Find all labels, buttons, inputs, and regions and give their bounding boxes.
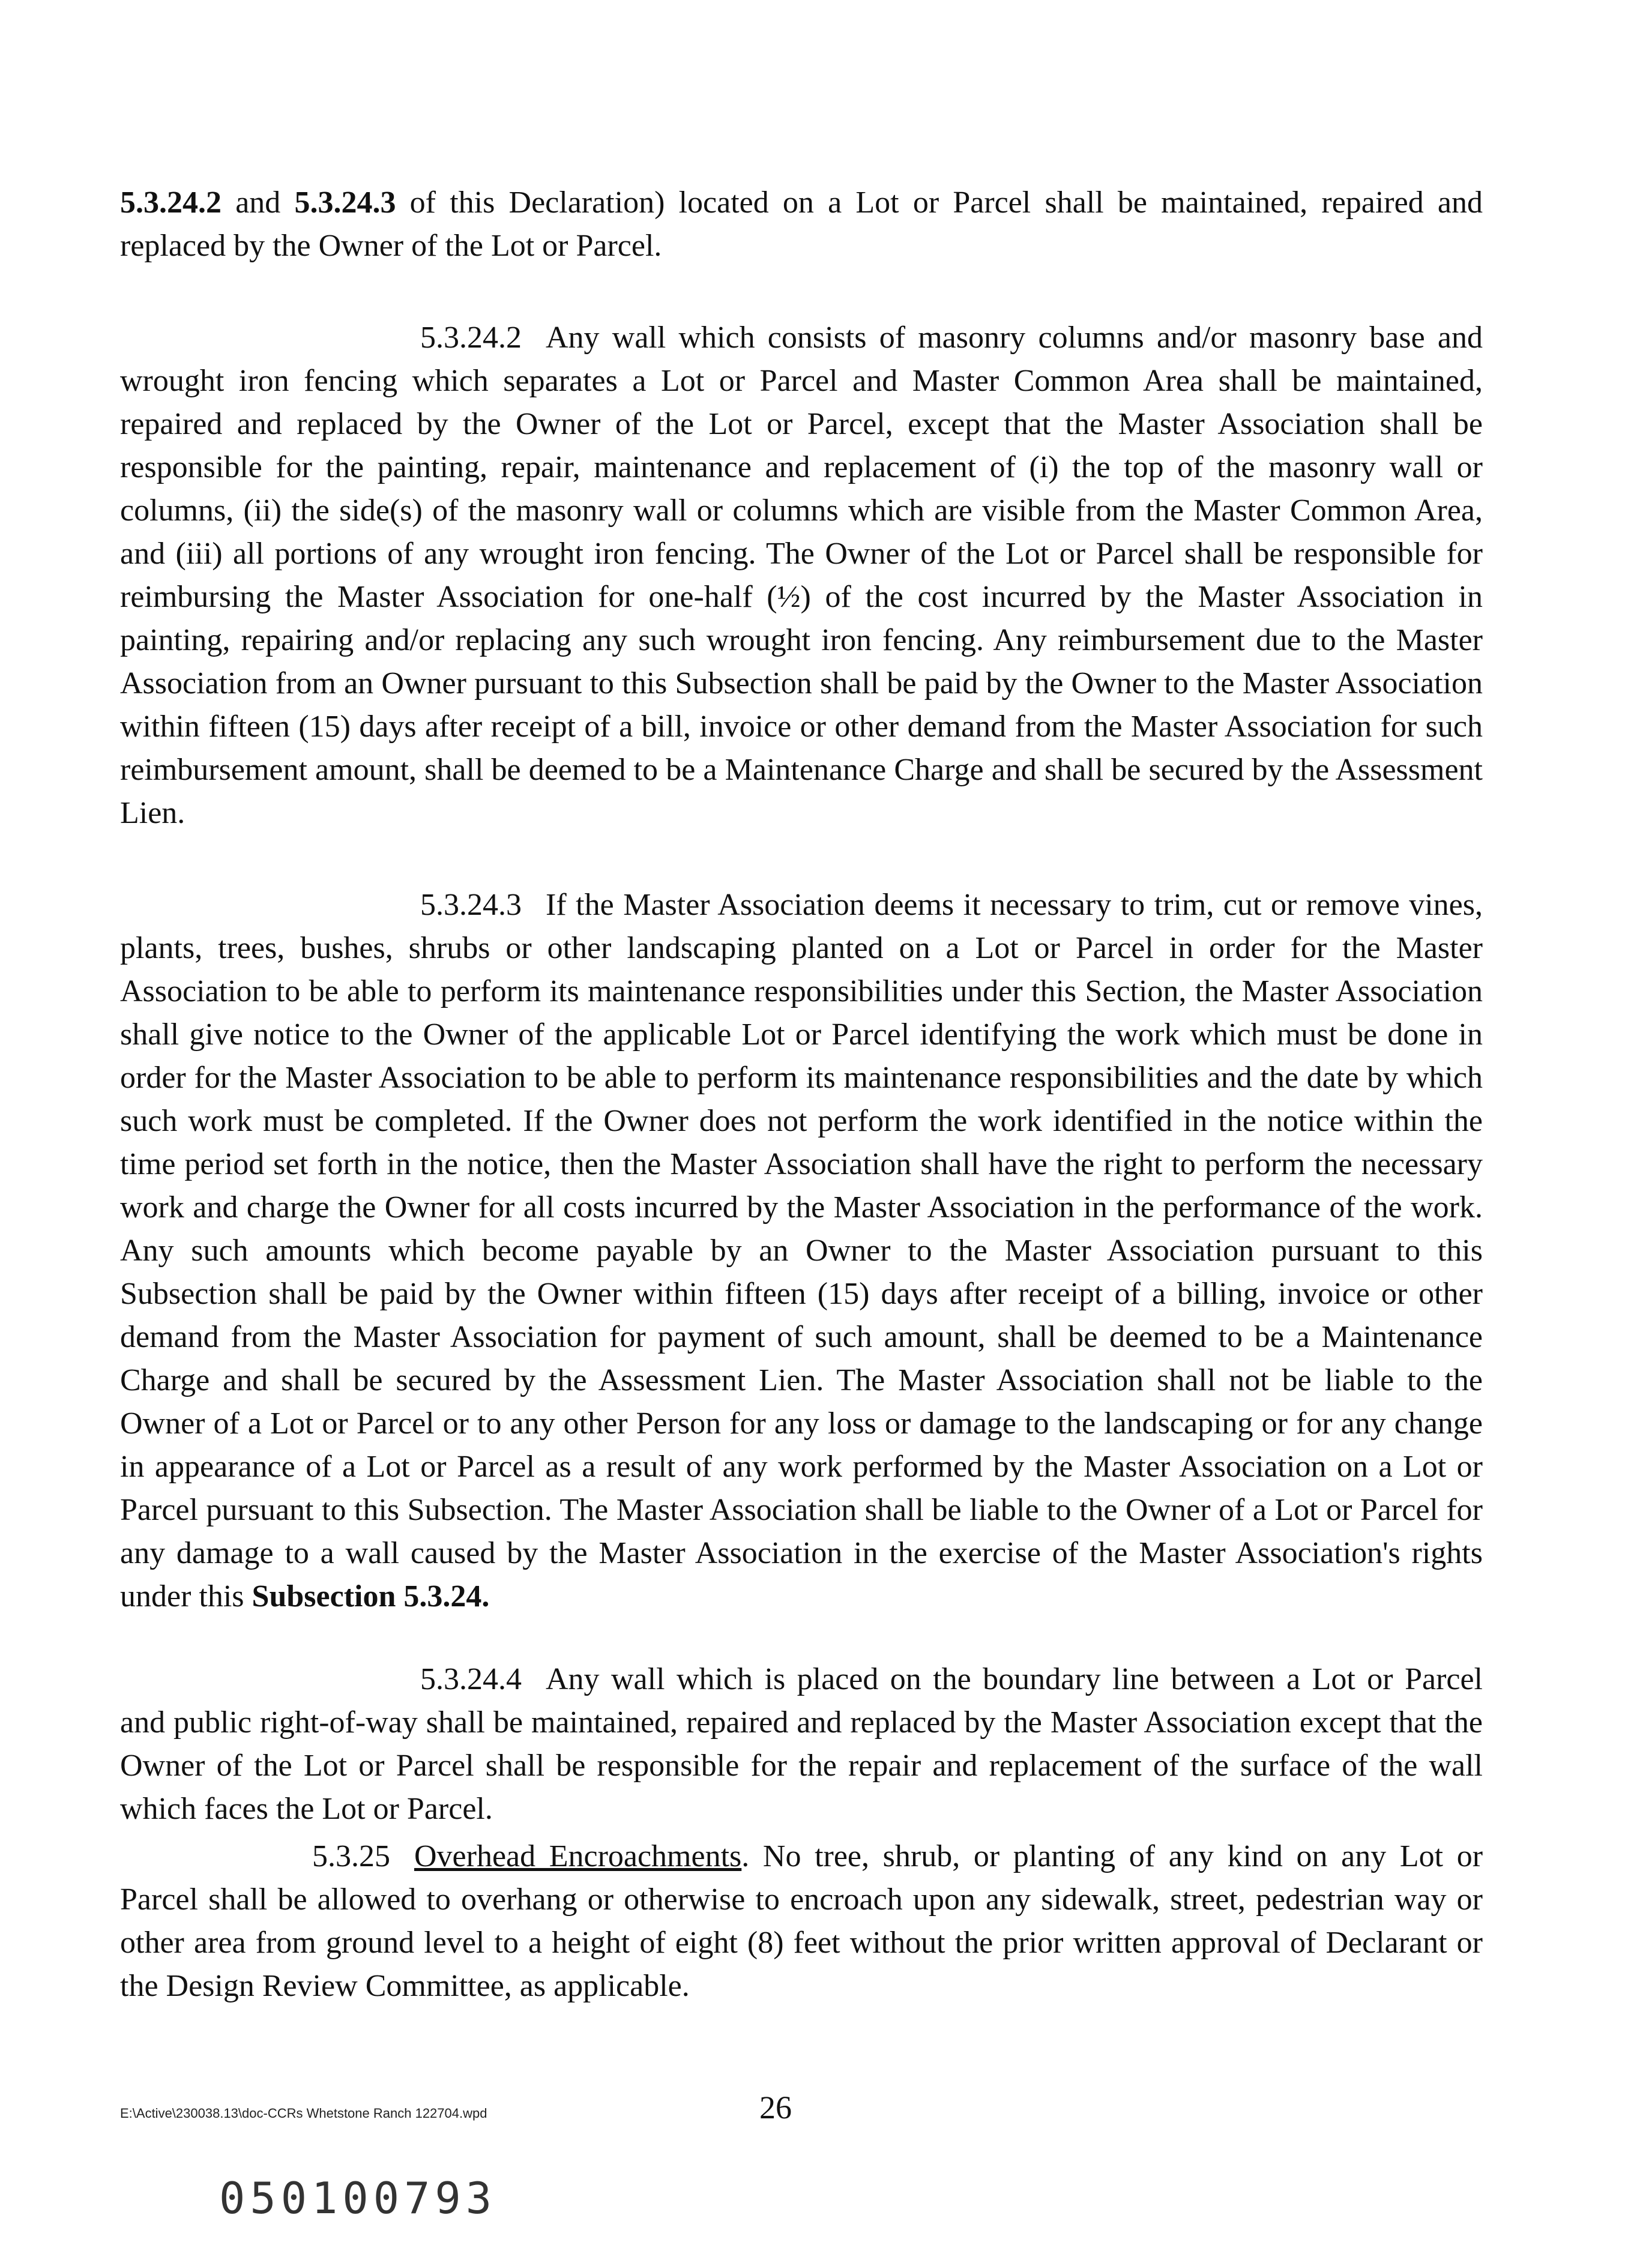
section-reference: 5.3.24.3 <box>294 185 396 220</box>
paragraph-text: Any wall which is placed on the boundary line between a Lot or Parcel and public right-of-way shall be maintained, repaired and replaced by the Master Association except that the Owner of the Lot or Parcel shall be responsible for the repair and replacement of the surface of the wall which faces the Lot or Parcel. <box>120 1662 1483 1826</box>
section-number: 5.3.24.2 <box>420 321 522 355</box>
section-number: 5.3.25 <box>312 1839 390 1873</box>
paragraph-text: If the Master Association deems it necessary to trim, cut or remove vines, plants, trees, bushes, shrubs or other landscaping planted on a Lot or Parcel in order for the Master Association to be able to perform its maintenance responsibilities under this Section, the Master Association shall give notice to the Owner of the applicable Lot or Parcel identifying the work which must be done in order for the Master Association to be able to perform its maintenance responsibilities and the date by which such work must be completed. If the Owner does not perform the work identified in the notice within the time period set forth in the notice, then the Master Association shall have the right to perform the necessary work and charge the Owner for all costs incurred by the Master Association in the performance of the work. Any such amounts which become payable by an Owner to the Master Association pursuant to this Subsection shall be paid by the Owner within fifteen (15) days after receipt of a billing, invoice or other demand from the Master Association for payment of such amount, shall be deemed to be a Maintenance Charge and shall be secured by the Assessment Lien. The Master Association shall not be liable to the Owner of a Lot or Parcel or to any other Person for any loss or damage to the landscaping or for any change in appearance of a Lot or Parcel as a result of any work performed by the Master Association on a Lot or Parcel pursuant to this Subsection. The Master Association shall be liable to the Owner of a Lot or Parcel for any damage to a wall caused by the Master Association in the exercise of the Master Association's rights under this <box>120 888 1483 1614</box>
paragraph-continuation <box>120 181 1483 268</box>
paragraph-5-3-24-4 <box>120 1658 1483 1831</box>
paragraph-5-3-24-3 <box>120 884 1483 1618</box>
recording-stamp-number: 050100793 <box>219 2173 497 2223</box>
section-reference: 5.3.24.2 <box>120 185 222 220</box>
section-number: 5.3.24.4 <box>420 1662 522 1696</box>
paragraph-text: of this Declaration) located on a Lot or Parcel shall be maintained, repaired and replaced by the Owner of the Lot or Parcel. <box>120 185 1483 263</box>
section-number: 5.3.24.3 <box>420 888 522 922</box>
footer-file-path: E:\Active\230038.13\doc-CCRs Whetstone Ranch 122704.wpd <box>120 2106 487 2121</box>
paragraph-text: . No tree, shrub, or planting of any kind on any Lot or Parcel shall be allowed to overhang or otherwise to encroach upon any sidewalk, street, pedestrian way or other area from ground level to a height of eight (8) feet without the prior written approval of Declarant or the Design Review Committee, as applicable. <box>120 1839 1483 2003</box>
section-heading: Overhead Encroachments <box>414 1839 742 1873</box>
paragraph-text: and <box>222 185 295 220</box>
paragraph-text: Any wall which consists of masonry columns and/or masonry base and wrought iron fencing which separates a Lot or Parcel and Master Common Area shall be maintained, repaired and replaced by the Owner of the Lot or Parcel, except that the Master Association shall be responsible for the painting, repair, maintenance and replacement of (i) the top of the masonry wall or columns, (ii) the side(s) of the masonry wall or columns which are visible from the Master Common Area, and (iii) all portions of any wrought iron fencing. The Owner of the Lot or Parcel shall be responsible for reimbursing the Master Association for one-half (½) of the cost incurred by the Master Association in painting, repairing and/or replacing any such wrought iron fencing. Any reimbursement due to the Master Association from an Owner pursuant to this Subsection shall be paid by the Owner to the Master Association within fifteen (15) days after receipt of a bill, invoice or other demand from the Master Association for such reimbursement amount, shall be deemed to be a Maintenance Charge and shall be secured by the Assessment Lien. <box>120 321 1483 830</box>
paragraph-5-3-24-2 <box>120 316 1483 835</box>
paragraph-5-3-25 <box>120 1835 1483 2008</box>
page-number: 26 <box>759 2090 792 2126</box>
section-reference: Subsection 5.3.24. <box>252 1579 490 1614</box>
